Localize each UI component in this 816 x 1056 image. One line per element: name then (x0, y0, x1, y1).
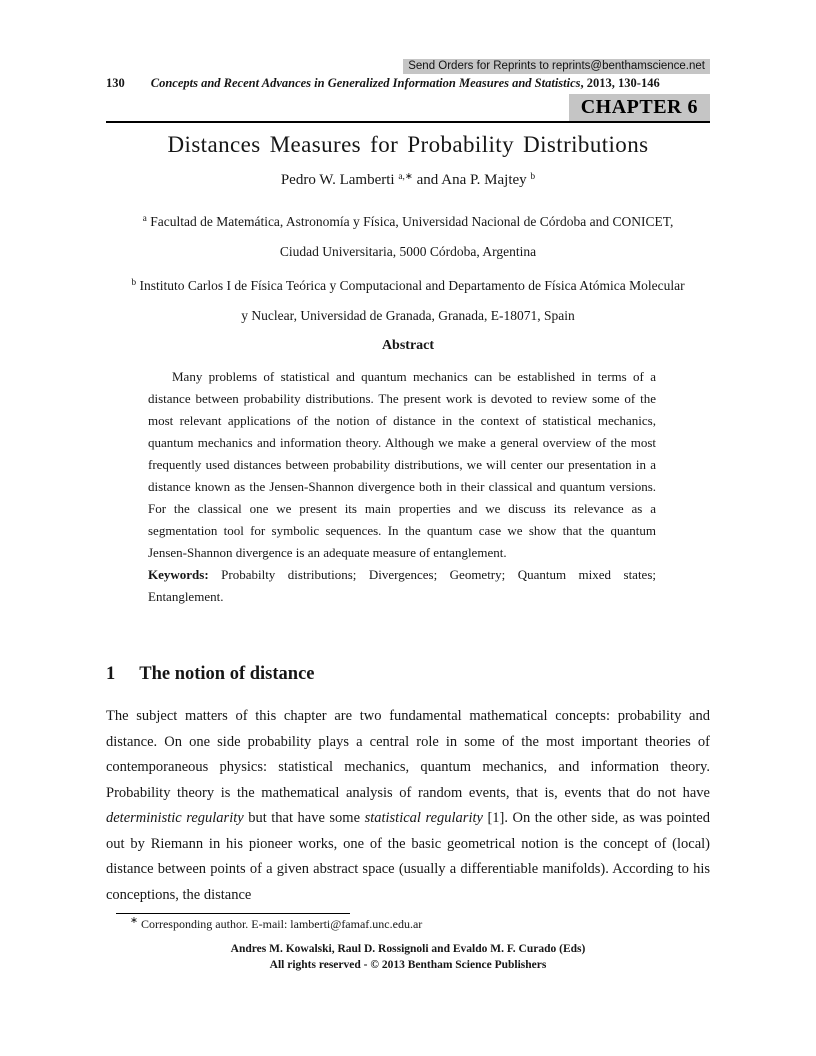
body-text-segment: The subject matters of this chapter are two fundamental mathematical concepts: probability and distance. On one side probability plays a central role in some of the most important theories of contemporaneous physics: statistical mechanics, quantum mechanics, and information theory. Probability theory is the mathematical analysis of random events, that is, events that do not have (106, 708, 710, 801)
reprint-notice: Send Orders for Reprints to reprints@benthamscience.net (403, 59, 710, 74)
affiliation-a (128, 208, 688, 266)
body-paragraph (106, 704, 710, 908)
footnote-divider (116, 913, 350, 914)
affiliation-b-text: Instituto Carlos I de Física Teórica y Computacional and Departamento de Física Atómica Molecular y Nuclear, Universidad de Granada, Granada, E-18071, Spain (139, 278, 685, 323)
footnote-marker: ∗ (130, 916, 138, 927)
reprint-bar-row (106, 56, 710, 74)
author-name-2: Ana P. Majtey (441, 172, 527, 188)
author-superscript-1: a,∗ (398, 172, 413, 183)
corresponding-author-footnote (130, 917, 710, 932)
chapter-banner-row (106, 94, 710, 121)
abstract-block (148, 366, 656, 608)
article-title: Distances Measures for Probability Distributions (167, 132, 649, 157)
section-number: 1 (106, 664, 116, 684)
footer-rights: All rights reserved - © 2013 Bentham Science Publishers (269, 958, 547, 971)
section-title: The notion of distance (139, 664, 315, 684)
header-divider (106, 121, 710, 123)
running-head-suffix: , 2013, 130-146 (580, 76, 660, 90)
affiliation-b (128, 272, 688, 330)
section-heading (106, 664, 710, 685)
page-footer (106, 942, 710, 973)
footer-editors: Andres M. Kowalski, Raul D. Rossignoli and Evaldo M. F. Curado (Eds) (230, 943, 586, 955)
abstract-text: Many problems of statistical and quantum mechanics can be established in terms of a distance between probability distributions. The present work is devoted to review some of the most relevant applications of the notion of distance in the context of statistical mechanics, quantum mechanics and information theory. Although we make a general overview of the most frequently used distances between probability distributions, we will center our presentation in a distance known as the Jensen-Shannon divergence both in their classical and quantum versions. For the classical one we present its main properties and we discuss its relevance as a segmentation tool for symbolic sequences. In the quantum case we show that the quantum Jensen-Shannon divergence is an adequate measure of entanglement. (148, 369, 656, 560)
author-superscript-2: b (530, 172, 536, 183)
chapter-banner: CHAPTER 6 (569, 94, 710, 121)
keywords-text: Probabilty distributions; Divergences; Geometry; Quantum mixed states; Entanglement. (148, 567, 657, 604)
body-text-segment: [1]. On the other side, as was pointed out by Riemann in his pioneer works, one of the basic geometrical notion is the concept of (local) distance between points of a given abstract space (usually a differentiable manifolds). According to his conceptions, the distance (106, 810, 710, 903)
author-connector: and (416, 172, 439, 188)
body-italic-segment: statistical regularity (364, 810, 483, 826)
running-head-book-title: Concepts and Recent Advances in Generalized Information Measures and Statistics (150, 76, 581, 90)
affiliation-a-text: Facultad de Matemática, Astronomía y Física, Universidad Nacional de Córdoba and CONICET, Ciudad Universitaria, 5000 Córdoba, Argentina (150, 214, 674, 259)
page-number: 130 (106, 76, 125, 90)
body-italic-segment: deterministic regularity (106, 810, 244, 826)
affiliation-b-marker: b (131, 278, 137, 289)
keywords-line (148, 564, 656, 608)
author-line (106, 172, 710, 189)
running-head (106, 76, 710, 91)
author-name-1: Pedro W. Lamberti (280, 172, 395, 188)
footnote-text: Corresponding author. E-mail: lamberti@famaf.unc.edu.ar (140, 917, 423, 931)
keywords-label: Keywords: (148, 567, 209, 582)
affiliation-a-marker: a (142, 214, 147, 225)
abstract-heading: Abstract (381, 338, 435, 353)
body-text-segment: but that have some (243, 810, 365, 826)
